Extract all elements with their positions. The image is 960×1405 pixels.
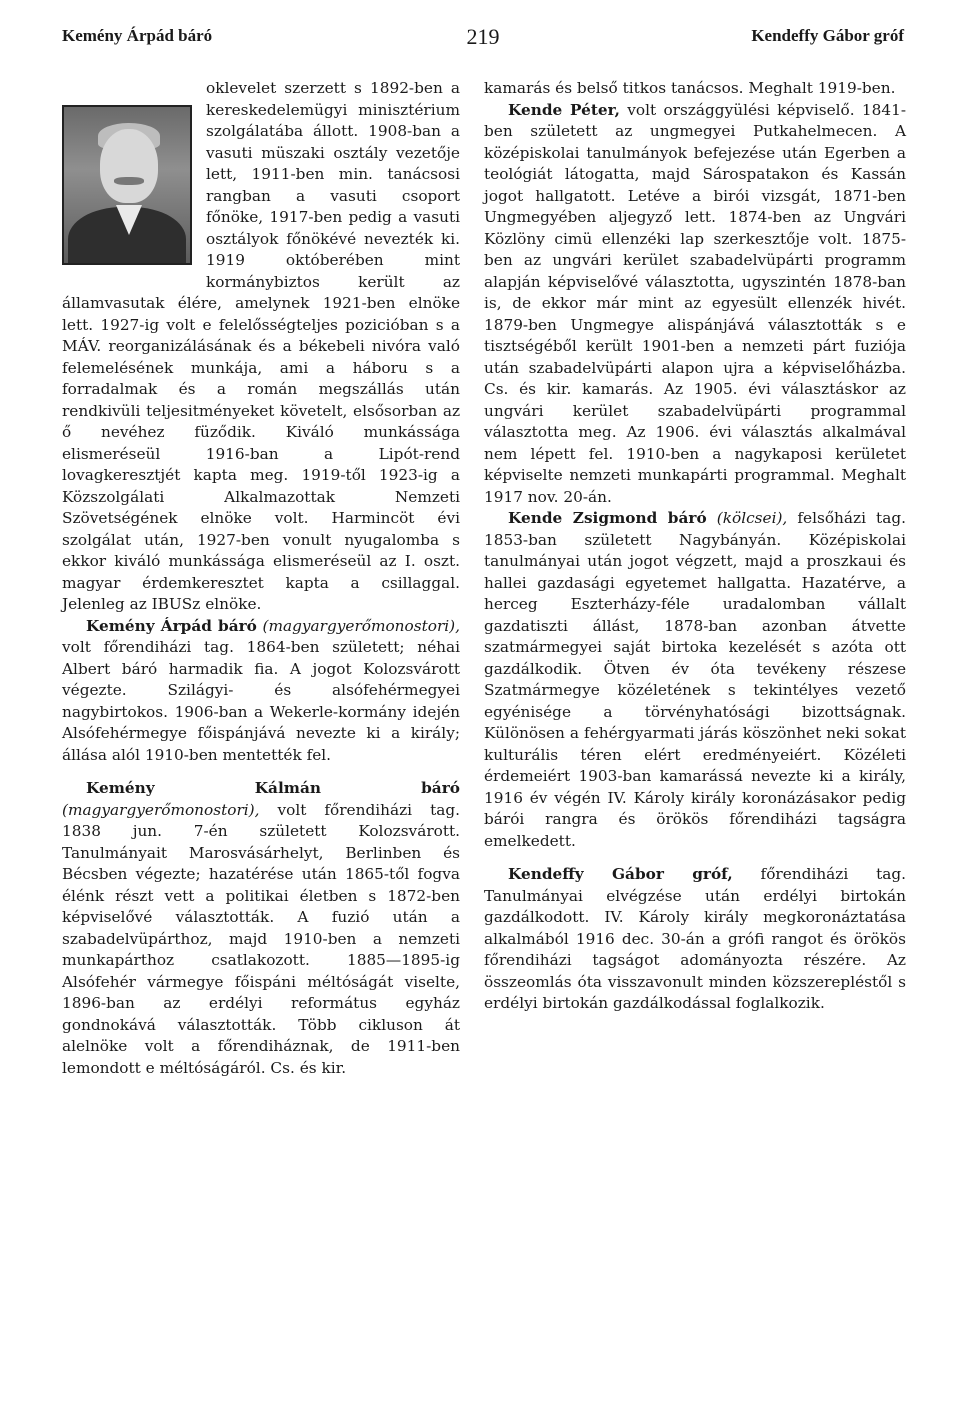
entry-name: Kemény Kálmán báró (86, 779, 460, 797)
entry-kendeffy-gabor (484, 864, 906, 1015)
running-head-left: Kemény Árpád báró (62, 26, 213, 45)
entry-text: főrendiházi tag. Tanulmányai elvégzése után erdélyi birtokán gazdálkodott. IV. Károly király megkoronáztatása alkalmából 1916 dec. 30-án a grófi rangot és örökös főrendiházi tagságot adományozta részére. Az összeomlás óta visszavonult minden közszerepléstől s erdélyi birtokán gazdálkodással foglalkozik. (484, 865, 906, 1012)
entry-name: Kemény Árpád báró (86, 616, 257, 635)
entry-epithet: (magyargyerőmonostori), (262, 616, 460, 635)
entry-text: volt főrendiházi tag. 1864-ben született; néhai Albert báró harmadik fia. A jogot Kolozsvárott végezte. Szilágyi- és alsófehérmegyei nagybirtokos. 1906-ban a Wekerle-kormány idején Alsófehérmegye főispánjává nevezte ki a király; állása alól 1910-ben mentették fel. (62, 638, 460, 764)
continuation-paragraph: kamarás és belső titkos tanácsos. Meghalt 1919-ben. (484, 79, 896, 97)
running-head-right: Kendeffy Gábor gróf (751, 26, 904, 45)
entry-name: Kende Zsigmond báró (508, 509, 707, 527)
entry-epithet: (kölcsei), (716, 509, 788, 527)
entry-text: volt főrendiházi tag. 1838 jun. 7-én született Kolozsvárott. Tanulmányait Marosvásárhelyt, Berlinben és Bécsben végezte; hazatérése után 1865-től fogva élénk részt vett a politikai életben s 1872-ben képviselővé választották. A fuzió után a szabadelvüpárthoz, majd 1910-ben a nemzeti munkapárthoz csatlakozott. 1885—1895-ig Alsófehér vármegye főispáni méltóságát viselte, 1896-ban az erdélyi református egyház gondnokává választották. Több cikluson át alelnöke volt a főrendiháznak, de 1911-ben lemondott e méltóságáról. Cs. és kir. (62, 800, 460, 1077)
entry-kende-zsigmond (484, 508, 906, 852)
portrait-photo (62, 105, 192, 265)
page-header (62, 26, 904, 60)
intro-paragraph: oklevelet szerzett s 1892-ben a kereskedelemügyi minisztérium szolgálatába állott. 1908-ban a vasuti müszaki osztály vezetője lett, 1911-ben min. tanácsosi rangban a vasuti csoport főnöke, 1917-ben pedig a vasuti osztályok főnökévé nevezték ki. 1919 októberében mint kormánybiztos került az államvasutak élére, amelynek 1921-ben elnöke lett. 1927-ig volt e felelősségteljes pozicióban s a MÁV. reorganizálásának és a békebeli nivóra való felemelésének munkája, ami a háboru s a forradalmak és a román megszállás után rendkivüli teljesitményeket követelt, elsősorban az ő nevéhez füződik. Kiváló munkássága elismeréseül 1916-ban a Lipót-rend lovagkeresztjét kapta meg. 1919-től 1923-ig a Közszolgálati Alkalmazottak Nemzeti Szövetségének elnöke volt. Harmincöt évi szolgálat után, 1927-ben vonult nyugalomba s ekkor kiváló munkássága elismeréseül az I. oszt. magyar érdemkeresztet kapta a csillaggal. Jelenleg az IBUSz elnöke. (62, 79, 460, 613)
right-column (484, 78, 906, 1015)
entry-text: felsőházi tag. 1853-ban született Nagybányán. Középiskolai tanulmányai után jogot végzett, majd a proszkaui és hallei gazdasági egyetemet hallgatta. Hazatérve, a herceg Eszterházy-féle uradalomban vállalt gazdatiszti állást, 1878-ban azonban átvette szatmármegyei saját birtoka kezelését s azóta ott gazdálkodik. Ötven év óta tevékeny részese Szatmármegye közéletének s tekintélyes vezető egyénisége a törvényhatósági bizottságnak. Különösen a fehérgyarmati járás köszönhet neki sokat kulturális téren elért eredményeiért. Közéleti érdemeiért 1903-ban kamarássá nevezte ki a király, 1916 év végén IV. Károly király koronázásakor pedig bárói rangra és örökös főrendiházi tagságra emelkedett. (484, 509, 906, 850)
entry-text: volt országgyülési képviselő. 1841-ben született az ungmegyei Putkahelmecen. A középiskolai tanulmányok befejezése után Egerben a teológiát látogatta, majd Sárospatakon és Kassán jogot hallgatott. Letéve a birói vizsgát, 1871-ben Ungmegyében aljegyző lett. 1874-ben az Ungvári Közlöny cimü ellenzéki lap szerkesztője volt. 1875-ben az ungvári kerület szabadelvüpárti programm alapján képviselővé választotta, ugyszintén 1878-ban is, de ekkor már mint az egyesült ellenzék hivét. 1879-ben Ungmegye alispánjává választották s e tisztségéből került 1901-ben a nemzeti párt fuziója után szabadelvüpárti alapon ujra a képviselőházba. Cs. és kir. kamarás. Az 1905. évi választáskor az ungvári kerület szabadelvüpárti programmal választotta meg. Az 1906. évi választás alkalmával nem lépett fel. 1910-ben a nagykaposi kerületet képviselte nemzeti munkapárti programmal. Meghalt 1917 nov. 20-án. (484, 100, 906, 506)
left-column (62, 78, 460, 1079)
entry-kemeny-arpad (62, 616, 460, 767)
entry-kende-peter (484, 100, 906, 509)
entry-kemeny-kalman (62, 778, 460, 1079)
entry-name: Kendeffy Gábor gróf, (508, 865, 733, 883)
entry-name: Kende Péter, (508, 100, 620, 119)
entry-epithet: (magyargyerőmonostori), (62, 800, 260, 819)
page-number: 219 (466, 24, 500, 49)
